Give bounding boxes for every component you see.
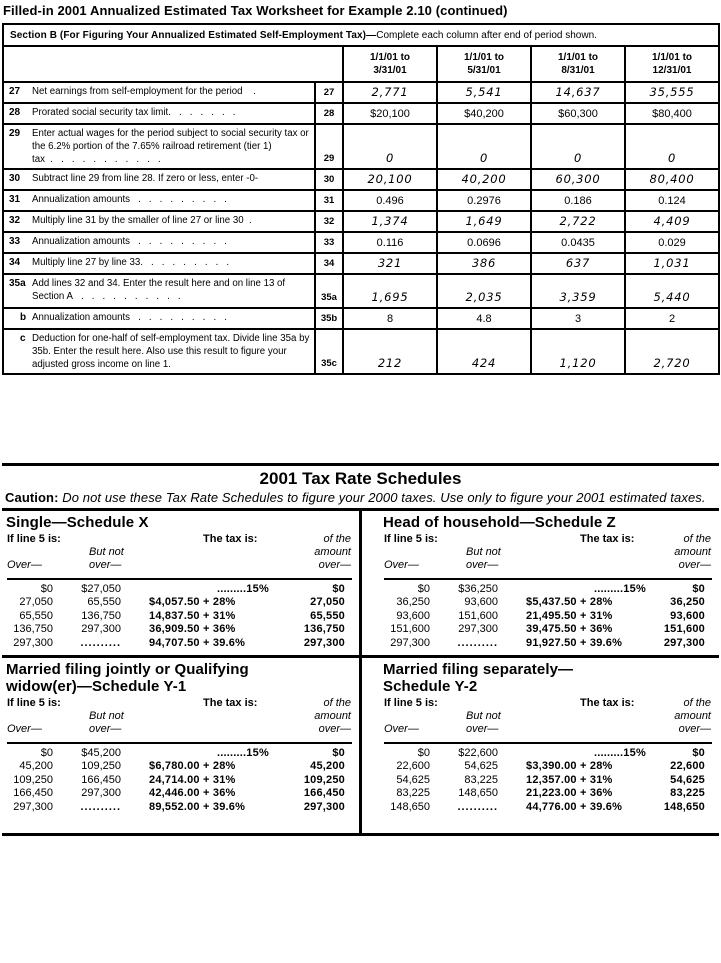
rate-cell: $0 xyxy=(692,583,705,595)
rate-row xyxy=(5,787,359,800)
value-cell: 0.029 xyxy=(625,232,719,253)
rate-cell: 148,650 xyxy=(390,800,430,813)
rate-row xyxy=(382,747,719,760)
value-cell: 321 xyxy=(343,253,437,274)
rate-cell: 54,625 xyxy=(464,760,498,773)
row-label: Multiply line 31 by the smaller of line 27 or line 30 . xyxy=(32,215,252,226)
value-cell: 0.0435 xyxy=(531,232,625,253)
rate-cell: $4,057.50 + 28% xyxy=(149,596,236,609)
rate-cell: .......... xyxy=(80,800,121,813)
value-cell: 3 xyxy=(531,308,625,329)
col-header-but-not-over: But not over— xyxy=(89,710,124,735)
rate-cell: 166,450 xyxy=(13,787,53,800)
rate-cell: $45,200 xyxy=(81,747,121,759)
schedules-grid xyxy=(2,511,719,836)
line-number: 30 xyxy=(9,173,21,184)
page-title: Filled-in 2001 Annualized Estimated Tax Worksheet for Example 2.10 (continued) xyxy=(3,3,508,18)
ws-row-28 xyxy=(3,103,719,124)
rate-cell: 21,495.50 + 31% xyxy=(526,609,613,622)
schedule-z xyxy=(359,511,719,658)
rate-row xyxy=(5,801,359,814)
value-cell: 5,440 xyxy=(625,274,719,308)
value-cell: 80,400 xyxy=(625,169,719,190)
line-number: c xyxy=(20,333,26,344)
tax-rate-schedules-title: 2001 Tax Rate Schedules xyxy=(259,469,462,488)
rate-cell: $0 xyxy=(417,747,430,759)
ws-row-35b xyxy=(3,308,719,329)
period-header-q2: 1/1/01 to 5/31/01 xyxy=(437,46,531,82)
line-number: 27 xyxy=(9,86,21,97)
value-cell: 1,031 xyxy=(625,253,719,274)
value-cell: 0 xyxy=(343,124,437,169)
rate-cell: 93,600 xyxy=(670,609,705,622)
rate-cell: 39,475.50 + 36% xyxy=(526,623,613,636)
value-cell: 0.124 xyxy=(625,190,719,211)
rate-cell: 27,050 xyxy=(310,596,345,609)
col-header-of-amount-over: of the amount over— xyxy=(674,533,711,571)
value-cell: 2 xyxy=(625,308,719,329)
col-header-tax-is: The tax is: xyxy=(203,533,258,545)
rate-cell: 151,600 xyxy=(390,623,430,636)
ws-row-35c xyxy=(3,329,719,374)
col-header-but-not-over: But not over— xyxy=(466,710,501,735)
value-cell: 212 xyxy=(343,329,437,374)
rate-cell: $22,600 xyxy=(458,747,498,759)
rate-cell: 166,450 xyxy=(81,773,121,786)
period-header-spacer xyxy=(3,46,343,82)
line-ref: 35c xyxy=(315,329,343,374)
caution-note xyxy=(2,490,719,511)
value-cell: 0 xyxy=(625,124,719,169)
ws-row-33 xyxy=(3,232,719,253)
value-cell: 2,771 xyxy=(343,82,437,103)
schedule-title: Married filing separately— Schedule Y-2 xyxy=(383,661,574,695)
value-cell: 1,649 xyxy=(437,211,531,232)
col-header-over: Over— xyxy=(384,559,419,571)
line-number: 32 xyxy=(9,215,21,226)
value-cell: 637 xyxy=(531,253,625,274)
value-cell: 5,541 xyxy=(437,82,531,103)
rate-cell: $0 xyxy=(417,583,430,595)
line-number: 31 xyxy=(9,194,21,205)
ws-row-29 xyxy=(3,124,719,169)
rate-cell: $0 xyxy=(40,583,53,595)
schedule-title: Married filing jointly or Qualifying widow(er)—Schedule Y-1 xyxy=(6,661,249,695)
col-header-tax-is: The tax is: xyxy=(580,697,635,709)
value-cell: 2,722 xyxy=(531,211,625,232)
row-label: Deduction for one-half of self-employment tax. Divide line 35a by 35b. Enter the result here. Also use this result to figure your adjusted gross income on line 1. xyxy=(32,333,310,370)
row-label: Annualization amounts . . . . . . . . . xyxy=(32,194,227,205)
rate-cell: 136,750 xyxy=(303,623,345,636)
rate-cell: 297,300 xyxy=(458,623,498,636)
value-cell: 40,200 xyxy=(437,169,531,190)
value-cell: 14,637 xyxy=(531,82,625,103)
rate-cell: 297,300 xyxy=(303,636,345,649)
rate-cell: 297,300 xyxy=(303,800,345,813)
value-cell: 424 xyxy=(437,329,531,374)
rate-row xyxy=(382,623,719,636)
rate-cell: 42,446.00 + 36% xyxy=(149,787,236,800)
rate-cell: $6,780.00 + 28% xyxy=(149,760,236,773)
value-cell: 0 xyxy=(437,124,531,169)
rate-cell: 136,750 xyxy=(81,609,121,622)
rate-row xyxy=(382,760,719,773)
rate-cell: 94,707.50 + 39.6% xyxy=(149,636,246,649)
rate-cell: 21,223.00 + 36% xyxy=(526,787,613,800)
col-header-but-not-over: But not over— xyxy=(89,546,124,571)
col-header-over: Over— xyxy=(7,723,42,735)
rate-cell: 297,300 xyxy=(81,787,121,800)
line-ref: 28 xyxy=(315,103,343,124)
rate-cell: .......... xyxy=(457,636,498,649)
value-cell: 2,720 xyxy=(625,329,719,374)
section-b-header-row xyxy=(3,24,719,46)
col-header-tax-is: The tax is: xyxy=(203,697,258,709)
rate-cell: 148,650 xyxy=(663,800,705,813)
rate-cell: 54,625 xyxy=(670,773,705,786)
rate-cell: 83,225 xyxy=(670,787,705,800)
rate-cell: 22,600 xyxy=(670,760,705,773)
rate-row xyxy=(382,637,719,650)
header-rule xyxy=(7,742,352,744)
row-label: Prorated social security tax limit. . . . . . . xyxy=(32,107,236,118)
rate-cell: 136,750 xyxy=(13,623,53,636)
col-header-if-line-5: If line 5 is: xyxy=(7,533,61,545)
rate-row xyxy=(382,801,719,814)
value-cell: 0.0696 xyxy=(437,232,531,253)
col-header-of-amount-over: of the amount over— xyxy=(674,697,711,735)
rate-row xyxy=(5,623,359,636)
value-cell: 386 xyxy=(437,253,531,274)
value-cell: $40,200 xyxy=(437,103,531,124)
value-cell: $60,300 xyxy=(531,103,625,124)
rate-cell: 22,600 xyxy=(396,760,430,773)
period-header-q4: 1/1/01 to 12/31/01 xyxy=(625,46,719,82)
line-number: b xyxy=(20,312,27,323)
schedule-column-headers xyxy=(5,697,359,741)
line-number: 34 xyxy=(9,257,21,268)
line-ref: 35a xyxy=(315,274,343,308)
col-header-tax-is: The tax is: xyxy=(580,533,635,545)
schedule-x xyxy=(2,511,359,658)
rate-row xyxy=(5,610,359,623)
schedule-column-headers xyxy=(382,697,719,741)
rate-row xyxy=(5,774,359,787)
rate-rows xyxy=(382,747,719,814)
value-cell: 35,555 xyxy=(625,82,719,103)
rate-cell: .......... xyxy=(457,800,498,813)
rate-cell: 297,300 xyxy=(13,800,53,813)
value-cell: 0.116 xyxy=(343,232,437,253)
line-number: 35a xyxy=(9,278,26,289)
header-rule xyxy=(384,742,712,744)
rate-rows xyxy=(5,583,359,650)
rate-cell: .........15% xyxy=(217,583,269,595)
col-header-over: Over— xyxy=(384,723,419,735)
section-b-worksheet-table xyxy=(2,23,720,375)
schedule-y1 xyxy=(2,658,359,833)
row-label: Add lines 32 and 34. Enter the result here and on line 13 of Section A . . . . . . . . . . xyxy=(32,278,286,302)
rate-cell: $0 xyxy=(332,747,345,759)
line-number: 33 xyxy=(9,236,21,247)
rate-cell: 151,600 xyxy=(458,609,498,622)
rate-cell: 109,250 xyxy=(303,773,345,786)
rate-cell: $5,437.50 + 28% xyxy=(526,596,613,609)
value-cell: $20,100 xyxy=(343,103,437,124)
col-header-if-line-5: If line 5 is: xyxy=(384,533,438,545)
value-cell: 0.2976 xyxy=(437,190,531,211)
caution-label: Caution: xyxy=(5,490,59,505)
rate-cell: 65,550 xyxy=(310,609,345,622)
line-ref: 34 xyxy=(315,253,343,274)
value-cell: 2,035 xyxy=(437,274,531,308)
rate-row xyxy=(382,596,719,609)
row-label: Annualization amounts . . . . . . . . . xyxy=(32,312,227,323)
rate-cell: 91,927.50 + 39.6% xyxy=(526,636,623,649)
ws-row-31 xyxy=(3,190,719,211)
ws-row-27 xyxy=(3,82,719,103)
ws-row-30 xyxy=(3,169,719,190)
rate-cell: 14,837.50 + 31% xyxy=(149,609,236,622)
value-cell: 4,409 xyxy=(625,211,719,232)
col-header-of-amount-over: of the amount over— xyxy=(314,533,351,571)
rate-cell: 12,357.00 + 31% xyxy=(526,773,613,786)
rate-cell: 65,550 xyxy=(19,609,53,622)
rate-cell: .........15% xyxy=(594,747,646,759)
col-header-over: Over— xyxy=(7,559,42,571)
rate-cell: 166,450 xyxy=(303,787,345,800)
value-cell: $80,400 xyxy=(625,103,719,124)
header-rule xyxy=(7,578,352,580)
rate-cell: $0 xyxy=(692,747,705,759)
value-cell: 0 xyxy=(531,124,625,169)
line-ref: 30 xyxy=(315,169,343,190)
rate-cell: 93,600 xyxy=(464,596,498,609)
schedule-y2 xyxy=(359,658,719,833)
line-number: 29 xyxy=(9,128,21,139)
rate-rows xyxy=(5,747,359,814)
rate-cell: 45,200 xyxy=(19,760,53,773)
line-ref: 27 xyxy=(315,82,343,103)
row-label: Net earnings from self-employment for the period . xyxy=(32,86,256,97)
rate-row xyxy=(5,596,359,609)
col-header-if-line-5: If line 5 is: xyxy=(7,697,61,709)
rate-cell: 36,909.50 + 36% xyxy=(149,623,236,636)
ws-row-35a xyxy=(3,274,719,308)
rate-cell: $3,390.00 + 28% xyxy=(526,760,613,773)
line-number: 28 xyxy=(9,107,21,118)
ws-row-32 xyxy=(3,211,719,232)
value-cell: 20,100 xyxy=(343,169,437,190)
rate-cell: 45,200 xyxy=(310,760,345,773)
value-cell: 8 xyxy=(343,308,437,329)
rate-cell: 27,050 xyxy=(19,596,53,609)
value-cell: 1,374 xyxy=(343,211,437,232)
rate-cell: $36,250 xyxy=(458,583,498,595)
col-header-if-line-5: If line 5 is: xyxy=(384,697,438,709)
rate-cell: 89,552.00 + 39.6% xyxy=(149,800,246,813)
col-header-of-amount-over: of the amount over— xyxy=(314,697,351,735)
value-cell: 0.496 xyxy=(343,190,437,211)
value-cell: 4.8 xyxy=(437,308,531,329)
row-label: Subtract line 29 from line 28. If zero or less, enter -0- xyxy=(32,173,259,184)
rate-cell: $0 xyxy=(332,583,345,595)
rate-cell: 54,625 xyxy=(396,773,430,786)
line-ref: 33 xyxy=(315,232,343,253)
rate-cell: 44,776.00 + 39.6% xyxy=(526,800,623,813)
rate-cell: 151,600 xyxy=(663,623,705,636)
rate-row xyxy=(382,583,719,596)
value-cell: 60,300 xyxy=(531,169,625,190)
row-label: Enter actual wages for the period subject to social security tax or the 6.2% portion of the 7.65% railroad retirement (tier 1) tax . . . . . . . . . . . xyxy=(32,128,309,165)
rate-cell: 297,300 xyxy=(390,636,430,649)
rate-cell: 36,250 xyxy=(670,596,705,609)
row-label: Multiply line 27 by line 33. . . . . . . . . xyxy=(32,257,230,268)
schedule-title: Head of household—Schedule Z xyxy=(383,514,616,531)
schedule-title: Single—Schedule X xyxy=(6,514,149,531)
rate-row xyxy=(382,610,719,623)
rate-cell: 109,250 xyxy=(13,773,53,786)
rate-cell: $27,050 xyxy=(81,583,121,595)
period-header-row xyxy=(3,46,719,82)
schedule-column-headers xyxy=(382,533,719,577)
caution-text: Do not use these Tax Rate Schedules to figure your 2000 taxes. Use only to figure your 2001 estimated taxes. xyxy=(62,490,706,505)
section-b-header-bold: Section B (For Figuring Your Annualized Estimated Self-Employment Tax)— xyxy=(10,30,377,41)
row-label: Annualization amounts . . . . . . . . . xyxy=(32,236,227,247)
value-cell: 1,695 xyxy=(343,274,437,308)
line-ref: 32 xyxy=(315,211,343,232)
rate-cell: 297,300 xyxy=(13,636,53,649)
rate-row xyxy=(5,760,359,773)
rate-cell: 83,225 xyxy=(464,773,498,786)
rate-cell: .......... xyxy=(80,636,121,649)
rate-row xyxy=(5,583,359,596)
rate-cell: 297,300 xyxy=(663,636,705,649)
col-header-but-not-over: But not over— xyxy=(466,546,501,571)
rate-cell: 24,714.00 + 31% xyxy=(149,773,236,786)
rate-cell: 109,250 xyxy=(81,760,121,773)
schedule-column-headers xyxy=(5,533,359,577)
rate-row xyxy=(5,637,359,650)
rate-cell: 93,600 xyxy=(396,609,430,622)
section-b-header xyxy=(3,24,719,46)
rate-rows xyxy=(382,583,719,650)
ws-row-34 xyxy=(3,253,719,274)
period-header-q3: 1/1/01 to 8/31/01 xyxy=(531,46,625,82)
value-cell: 1,120 xyxy=(531,329,625,374)
line-ref: 31 xyxy=(315,190,343,211)
rate-cell: 297,300 xyxy=(81,623,121,636)
header-rule xyxy=(384,578,712,580)
rate-row xyxy=(382,787,719,800)
rate-cell: .........15% xyxy=(217,747,269,759)
rate-cell: 65,550 xyxy=(87,596,121,609)
line-ref: 29 xyxy=(315,124,343,169)
rate-cell: 36,250 xyxy=(396,596,430,609)
rate-row xyxy=(5,747,359,760)
rate-row xyxy=(382,774,719,787)
value-cell: 0.186 xyxy=(531,190,625,211)
rate-cell: $0 xyxy=(40,747,53,759)
value-cell: 3,359 xyxy=(531,274,625,308)
line-ref: 35b xyxy=(315,308,343,329)
section-b-header-text: Complete each column after end of period shown. xyxy=(376,30,597,41)
period-header-q1: 1/1/01 to 3/31/01 xyxy=(343,46,437,82)
rate-cell: 148,650 xyxy=(458,787,498,800)
rate-cell: 83,225 xyxy=(396,787,430,800)
rate-cell: .........15% xyxy=(594,583,646,595)
tax-rate-schedules-section xyxy=(2,463,719,836)
